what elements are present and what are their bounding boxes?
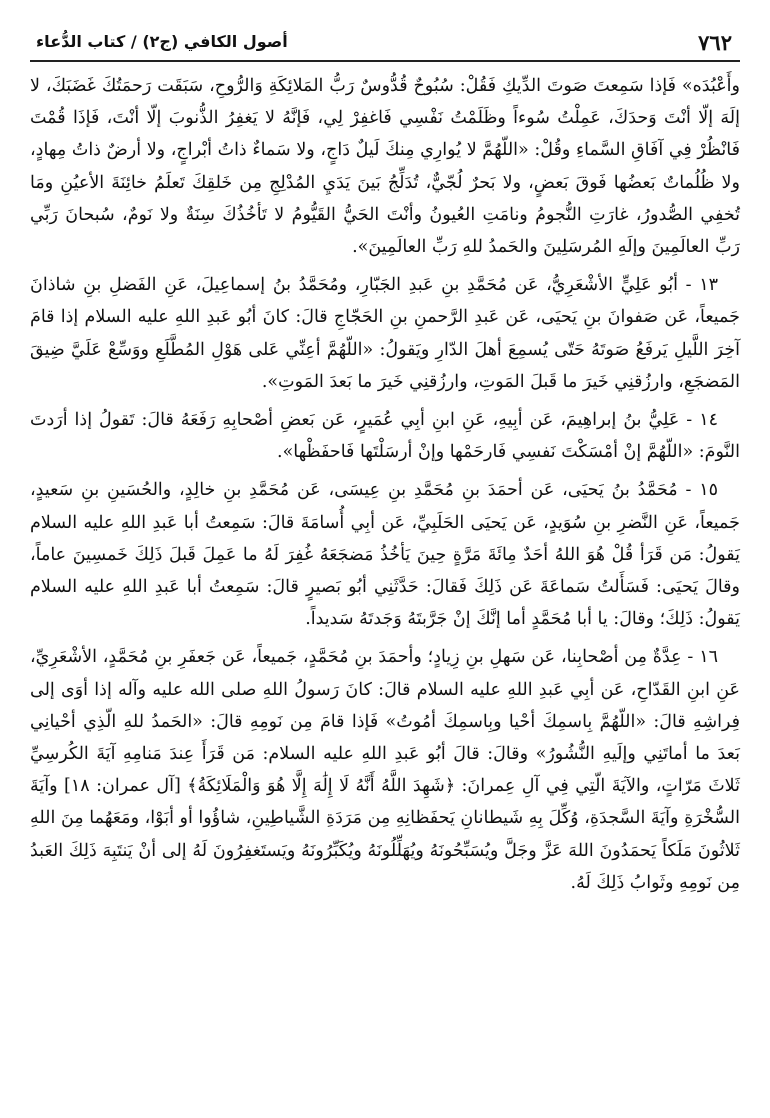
page-number: ٧٦٢ — [698, 30, 732, 55]
page-header — [30, 26, 740, 62]
hadith-13: ١٣ - أبُو عَلِيٍّ الأشْعَرِيُّ، عَن مُحَمَّدِ بنِ عَبدِ الجَبّارِ، ومُحَمَّدُ بنُ إسماعِيلَ، عَنِ الفَضلِ بنِ شاذانَ جَميعاً، عَن صَفوانَ بنِ يَحيَى، عَن عَبدِ الرَّحمنِ بنِ الحَجّاجِ قالَ: كانَ أبُو عَبدِ اللهِ عليه السلام إذا قامَ آخِرَ اللَّيلِ يَرفَعُ صَوتَهُ حَتّى يُسمِعَ أهلَ الدّارِ ويَقولُ: «اللّهُمَّ أعِنِّي عَلى هَوْلِ المُطَّلَعِ ووَسِّعْ عَلَيَّ ضِيقَ المَضجَعِ، وارزُقنِي خَيرَ ما قَبلَ المَوتِ، وارزُقنِي خَيرَ ما بَعدَ المَوتِ». — [30, 275, 740, 392]
hadith-15: ١٥ - مُحَمَّدُ بنُ يَحيَى، عَن أحمَدَ بنِ مُحَمَّدِ بنِ عِيسَى، عَن مُحَمَّدِ بنِ خالِدٍ، والحُسَينِ بنِ سَعيدٍ، جَميعاً، عَنِ النَّضرِ بنِ سُوَيدٍ، عَن يَحيَى الحَلَبِيِّ، عَن أبِي أُسامَةَ قالَ: سَمِعتُ أبا عَبدِ اللهِ عليه السلام يَقولُ: مَن قَرَأ قُلْ هُوَ اللهُ أحَدٌ مِائَةَ مَرَّةٍ حِينَ يَأخُذُ مَضجَعَهُ غُفِرَ لَهُ ما عَمِلَ قَبلَ ذَلِكَ خَمسِينَ عاماً، وقالَ يَحيَى: فَسَأَلتُ سَماعَةَ عَن ذَلِكَ فَقالَ: حَدَّثَنِي أبُو بَصيرٍ قالَ: سَمِعتُ أبا عَبدِ اللهِ عليه السلام يَقولُ: ذَلِكَ؛ وقالَ: يا أبا مُحَمَّدٍ أما إنَّكَ إنْ جَرَّبتَهُ وَجَدتَهُ سَديداً. — [30, 480, 740, 630]
hadith-14: ١٤ - عَلِيُّ بنُ إبراهِيمَ، عَن أبِيهِ، عَنِ ابنِ أبِي عُمَيرٍ، عَن بَعضِ أصْحابِهِ رَفَعَهُ قالَ: تَقولُ إذا أرَدتَ النَّومَ: «اللّهُمَّ إنْ أمْسَكْتَ نَفسِي فَارحَمْها وإنْ أرسَلْتَها فَاحفَظْها». — [30, 410, 740, 463]
body-text — [30, 70, 740, 899]
running-title: أصول الكافي (ج٢) / كتاب الدُّعاء — [36, 32, 288, 51]
paragraph-continuation: وأَعْبُدَه» فَإذا سَمِعتَ صَوتَ الدِّيكِ فَقُلْ: سُبُوحٌ قُدُّوسٌ رَبُّ المَلائِكَةِ وَالرُّوحِ، سَبَقَت رَحمَتُكَ غَضَبَكَ، لا إلَهَ إلّا أنْتَ وَحدَكَ، عَمِلْتُ سُوءاً وظَلَمْتُ نَفْسِي فَاغفِرْ لِي، فَإنَّهُ لا يَغفِرُ الذُّنوبَ إلّا أنْتَ، فَإذَا قُمْتَ فَانْظُرْ فِي آفَاقِ السَّماءِ وقُلْ: «اللّهُمَّ لا يُوارِي مِنكَ لَيلٌ دَاجٍ، ولا سَماءٌ ذاتُ أبْراجٍ، ولا أرضٌ ذاتُ مِهادٍ، ولا ظُلُماتٌ بَعضُها فَوقَ بَعضٍ، ولا بَحرٌ لُجّيٌّ، تُدَلِّجُ بَينَ يَدَيِ المُدْلِجِ مِن خَلقِكَ تَعلَمُ خائِنَةَ الأعيُنِ ومَا تُخفِي الصُّدورُ، غارَتِ النُّجومُ ونامَتِ العُيونُ وأنْتَ الحَيُّ القَيُّومُ لا تَأخُذُكَ سِنَةٌ ولا نَومٌ، سُبحانَ رَبِّي رَبِّ العالَمِينَ وإلَهِ المُرسَلِينَ والحَمدُ للهِ رَبِّ العالَمِينَ». — [30, 76, 740, 258]
hadith-16: ١٦ - عِدَّةٌ مِن أصْحابِنا، عَن سَهلِ بنِ زِيادٍ؛ وأحمَدَ بنِ مُحَمَّدٍ، جَميعاً، عَن جَعفَرِ بنِ مُحَمَّدٍ، الأشْعَرِيِّ، عَنِ ابنِ القَدّاحِ، عَن أبِي عَبدِ اللهِ عليه السلام قالَ: كانَ رَسولُ اللهِ صلى الله عليه وآله إذا أوَى إلى فِراشِهِ قالَ: «اللّهُمَّ بِاسمِكَ أحْيا وبِاسمِكَ أمُوتُ» فَإذا قامَ مِن نَومِهِ قالَ: «الحَمدُ للهِ الّذِي أحْيانِي بَعدَ ما أماتَنِي وإلَيهِ النُّشُورُ» وقالَ: قالَ أبُو عَبدِ اللهِ عليه السلام: مَن قَرَأَ عِندَ مَنامِهِ آيَةَ الكُرسِيِّ ثَلاثَ مَرّاتٍ، والآيَةَ الّتِي فِي آلِ عِمرانَ: ﴿شَهِدَ اللَّهُ أَنَّهُ لَا إِلَٰهَ إِلَّا هُوَ وَالْمَلَائِكَةُ﴾ [آل عمران: ١٨] وآيَةَ السُّخْرَةِ وآيَةَ السَّجدَةِ، وُكِّلَ بِهِ شَيطانانِ يَحفَظانِهِ مِن مَرَدَةِ الشَّياطِينِ، شاؤُوا أو أبَوْا، ومَعَهُما مِنَ اللهِ ثَلاثُونَ مَلَكاً يَحمَدُونَ اللهَ عَزَّ وجَلَّ ويُسَبِّحُونَهُ ويُهَلِّلُونَهُ ويُكَبِّرُونَهُ ويَستَغفِرُونَ لَهُ إلى أنْ يَنتَبِهَ ذَلِكَ العَبدُ مِن نَومِهِ وثَوابُ ذَلِكَ لَهُ. — [30, 647, 740, 893]
